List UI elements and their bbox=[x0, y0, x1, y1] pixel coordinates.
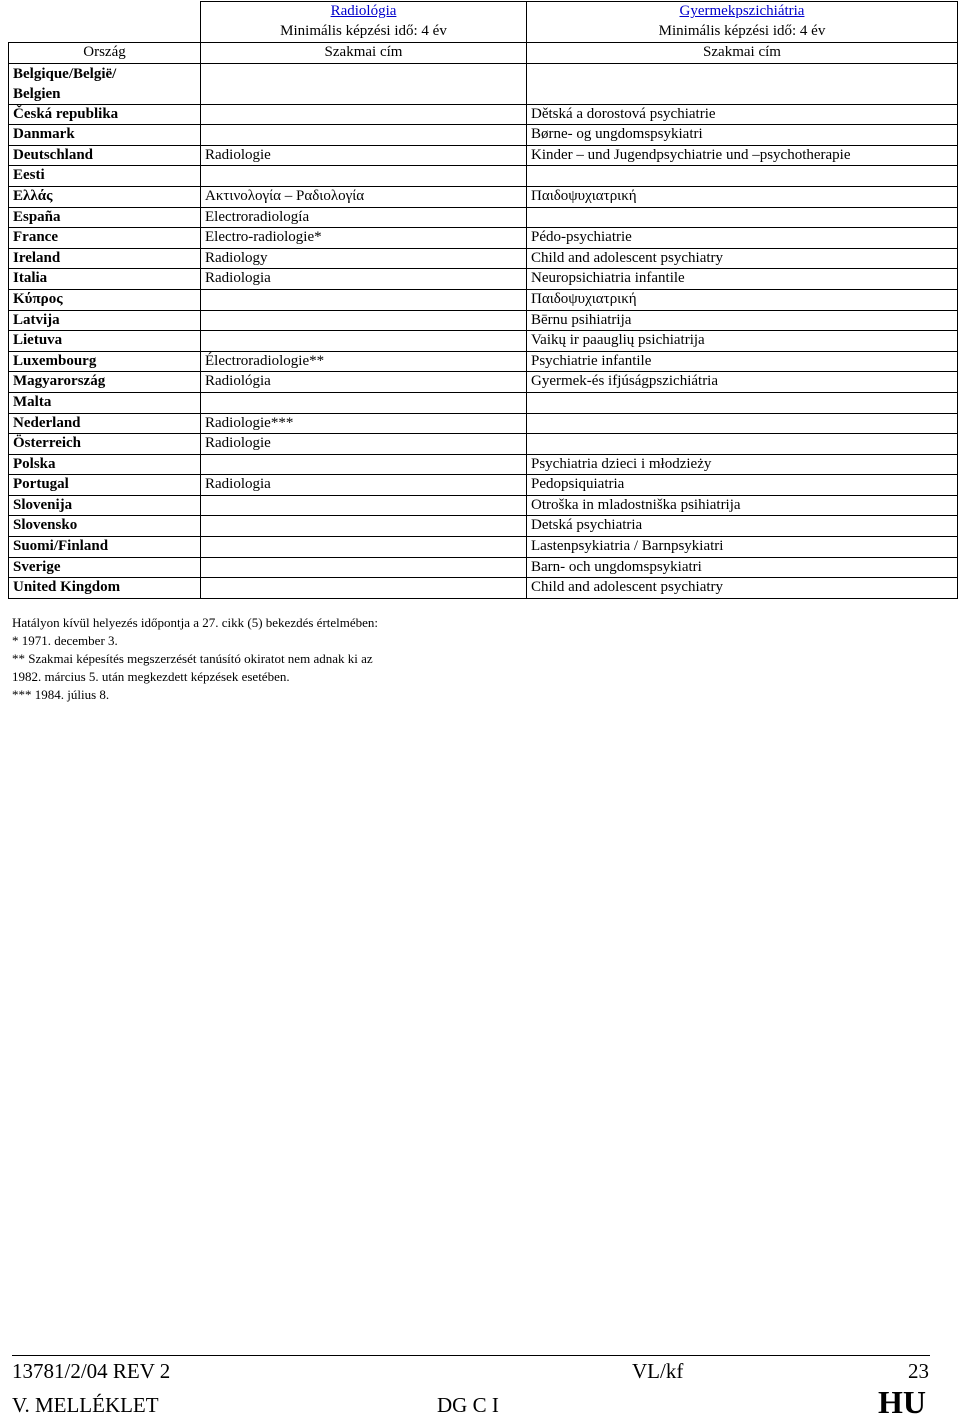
psychiatry-title-cell bbox=[527, 207, 958, 228]
psychiatry-title-cell: Psychiatrie infantile bbox=[527, 351, 958, 372]
country-cell: Polska bbox=[9, 454, 201, 475]
psychiatry-header bbox=[527, 2, 958, 43]
radiology-title-cell: Electroradiología bbox=[201, 207, 527, 228]
country-cell: Sverige bbox=[9, 557, 201, 578]
psychiatry-title-cell bbox=[527, 63, 958, 104]
psychiatry-title-cell: Otroška in mladostniška psihiatrija bbox=[527, 495, 958, 516]
psychiatry-title-cell: Child and adolescent psychiatry bbox=[527, 248, 958, 269]
footnote-3: *** 1984. július 8. bbox=[12, 687, 110, 702]
footer-annex: V. MELLÉKLET bbox=[12, 1393, 159, 1417]
psychiatry-title-cell: Child and adolescent psychiatry bbox=[527, 578, 958, 599]
radiology-title-cell bbox=[201, 331, 527, 352]
country-cell: Ελλάς bbox=[9, 186, 201, 207]
psychiatry-title-cell: Παιδοψυχιατρική bbox=[527, 289, 958, 310]
country-cell: Česká republika bbox=[9, 104, 201, 125]
country-cell: Κύπρος bbox=[9, 289, 201, 310]
country-cell: Belgique/België/ Belgien bbox=[9, 63, 201, 104]
psychiatry-title-cell bbox=[527, 413, 958, 434]
radiology-title-cell bbox=[201, 392, 527, 413]
radiology-title-cell bbox=[201, 104, 527, 125]
psychiatry-title-cell: Børne- og ungdomspsykiatri bbox=[527, 125, 958, 146]
table-row bbox=[9, 434, 958, 455]
radiology-title-column-header: Szakmai cím bbox=[201, 43, 527, 64]
table-row bbox=[9, 578, 958, 599]
table-row bbox=[9, 351, 958, 372]
radiology-title-cell: Électroradiologie** bbox=[201, 351, 527, 372]
radiology-title-cell: Ακτινολογία – Ραδιολογία bbox=[201, 186, 527, 207]
radiology-min-duration: Minimális képzési idő: 4 év bbox=[280, 23, 447, 39]
psychiatry-title-cell: Vaikų ir paauglių psichiatrija bbox=[527, 331, 958, 352]
table-row bbox=[9, 207, 958, 228]
country-cell: Magyarország bbox=[9, 372, 201, 393]
psychiatry-title-cell: Barn- och ungdomspsykiatri bbox=[527, 557, 958, 578]
table-row bbox=[9, 104, 958, 125]
table-row bbox=[9, 557, 958, 578]
header-row-2 bbox=[9, 43, 958, 64]
footer-page-number: 23 bbox=[908, 1359, 929, 1383]
footnote-1: * 1971. december 3. bbox=[12, 633, 118, 648]
psychiatry-title-cell: Detská psychiatria bbox=[527, 516, 958, 537]
radiology-title-cell: Radiologie bbox=[201, 145, 527, 166]
country-cell: Malta bbox=[9, 392, 201, 413]
radiology-title-cell bbox=[201, 454, 527, 475]
radiology-title-cell: Radiologie bbox=[201, 434, 527, 455]
country-cell: Danmark bbox=[9, 125, 201, 146]
radiology-title-cell bbox=[201, 289, 527, 310]
radiology-title-cell bbox=[201, 125, 527, 146]
footnote-2-cont: 1982. március 5. után megkezdett képzések esetében. bbox=[12, 669, 290, 684]
header-row-1 bbox=[9, 2, 958, 43]
table-row bbox=[9, 228, 958, 249]
psychiatry-title-cell: Pedopsiquiatria bbox=[527, 475, 958, 496]
country-cell: Eesti bbox=[9, 166, 201, 187]
country-cell: Slovensko bbox=[9, 516, 201, 537]
footer-code: VL/kf bbox=[632, 1359, 684, 1383]
psychiatry-title-cell: Kinder – und Jugendpsychiatrie und –psychotherapie bbox=[527, 145, 958, 166]
header-empty-cell bbox=[9, 2, 201, 43]
table-row bbox=[9, 269, 958, 290]
radiology-title-cell bbox=[201, 578, 527, 599]
footer-language: HU bbox=[878, 1384, 926, 1420]
table-row bbox=[9, 454, 958, 475]
radiology-title-cell bbox=[201, 557, 527, 578]
table-row bbox=[9, 516, 958, 537]
radiology-title-cell bbox=[201, 310, 527, 331]
country-cell: Italia bbox=[9, 269, 201, 290]
country-cell: Nederland bbox=[9, 413, 201, 434]
radiology-title-cell bbox=[201, 63, 527, 104]
footnotes bbox=[12, 614, 378, 704]
country-cell: España bbox=[9, 207, 201, 228]
psychiatry-title-cell bbox=[527, 392, 958, 413]
table-row bbox=[9, 248, 958, 269]
psychiatry-title-cell: Psychiatria dzieci i młodzieży bbox=[527, 454, 958, 475]
radiology-title-cell bbox=[201, 495, 527, 516]
table-row bbox=[9, 63, 958, 104]
country-cell: Portugal bbox=[9, 475, 201, 496]
table-row bbox=[9, 392, 958, 413]
table-row bbox=[9, 413, 958, 434]
footer-dg: DG C I bbox=[437, 1393, 499, 1417]
table-row bbox=[9, 166, 958, 187]
psychiatry-title-cell bbox=[527, 166, 958, 187]
psychiatry-title-cell bbox=[527, 434, 958, 455]
psychiatry-min-duration: Minimális képzési idő: 4 év bbox=[658, 23, 826, 39]
qualifications-table bbox=[8, 1, 958, 599]
radiology-title-cell bbox=[201, 166, 527, 187]
radiology-title-cell bbox=[201, 537, 527, 558]
country-cell: Österreich bbox=[9, 434, 201, 455]
country-cell: Lietuva bbox=[9, 331, 201, 352]
radiology-title-cell: Radiológia bbox=[201, 372, 527, 393]
table-row bbox=[9, 145, 958, 166]
table-row bbox=[9, 475, 958, 496]
country-cell: Ireland bbox=[9, 248, 201, 269]
table-row bbox=[9, 289, 958, 310]
table-row bbox=[9, 495, 958, 516]
psychiatry-title: Gyermekpszichiátria bbox=[679, 3, 805, 20]
country-cell: Slovenija bbox=[9, 495, 201, 516]
table-row bbox=[9, 125, 958, 146]
radiology-header bbox=[201, 2, 527, 43]
table-row bbox=[9, 186, 958, 207]
country-cell: France bbox=[9, 228, 201, 249]
psychiatry-title-cell: Neuropsichiatria infantile bbox=[527, 269, 958, 290]
table-row bbox=[9, 310, 958, 331]
radiology-title-cell: Electro-radiologie* bbox=[201, 228, 527, 249]
table-row bbox=[9, 372, 958, 393]
radiology-title-cell: Radiologie*** bbox=[201, 413, 527, 434]
radiology-title-cell bbox=[201, 516, 527, 537]
radiology-title: Radiológia bbox=[330, 3, 397, 20]
psychiatry-title-cell: Παιδοψυχιατρική bbox=[527, 186, 958, 207]
radiology-title-cell: Radiology bbox=[201, 248, 527, 269]
psychiatry-title-cell: Lastenpsykiatria / Barnpsykiatri bbox=[527, 537, 958, 558]
country-cell: Deutschland bbox=[9, 145, 201, 166]
country-cell: United Kingdom bbox=[9, 578, 201, 599]
psychiatry-title-cell: Dětská a dorostová psychiatrie bbox=[527, 104, 958, 125]
footer-divider bbox=[12, 1355, 930, 1356]
psychiatry-title-cell: Gyermek-és ifjúságpszichiátria bbox=[527, 372, 958, 393]
footer-document-number: 13781/2/04 REV 2 bbox=[12, 1359, 171, 1383]
psychiatry-title-column-header: Szakmai cím bbox=[527, 43, 958, 64]
radiology-title-cell: Radiologia bbox=[201, 269, 527, 290]
table-row bbox=[9, 331, 958, 352]
country-cell: Suomi/Finland bbox=[9, 537, 201, 558]
table-row bbox=[9, 537, 958, 558]
country-cell: Luxembourg bbox=[9, 351, 201, 372]
country-column-header: Ország bbox=[9, 43, 201, 64]
psychiatry-title-cell: Bērnu psihiatrija bbox=[527, 310, 958, 331]
country-cell: Latvija bbox=[9, 310, 201, 331]
footnote-intro: Hatályon kívül helyezés időpontja a 27. cikk (5) bekezdés értelmében: bbox=[12, 615, 379, 630]
radiology-title-cell: Radiologia bbox=[201, 475, 527, 496]
psychiatry-title-cell: Pédo-psychiatrie bbox=[527, 228, 958, 249]
footnote-2: ** Szakmai képesítés megszerzését tanúsító okiratot nem adnak ki az bbox=[12, 651, 373, 666]
